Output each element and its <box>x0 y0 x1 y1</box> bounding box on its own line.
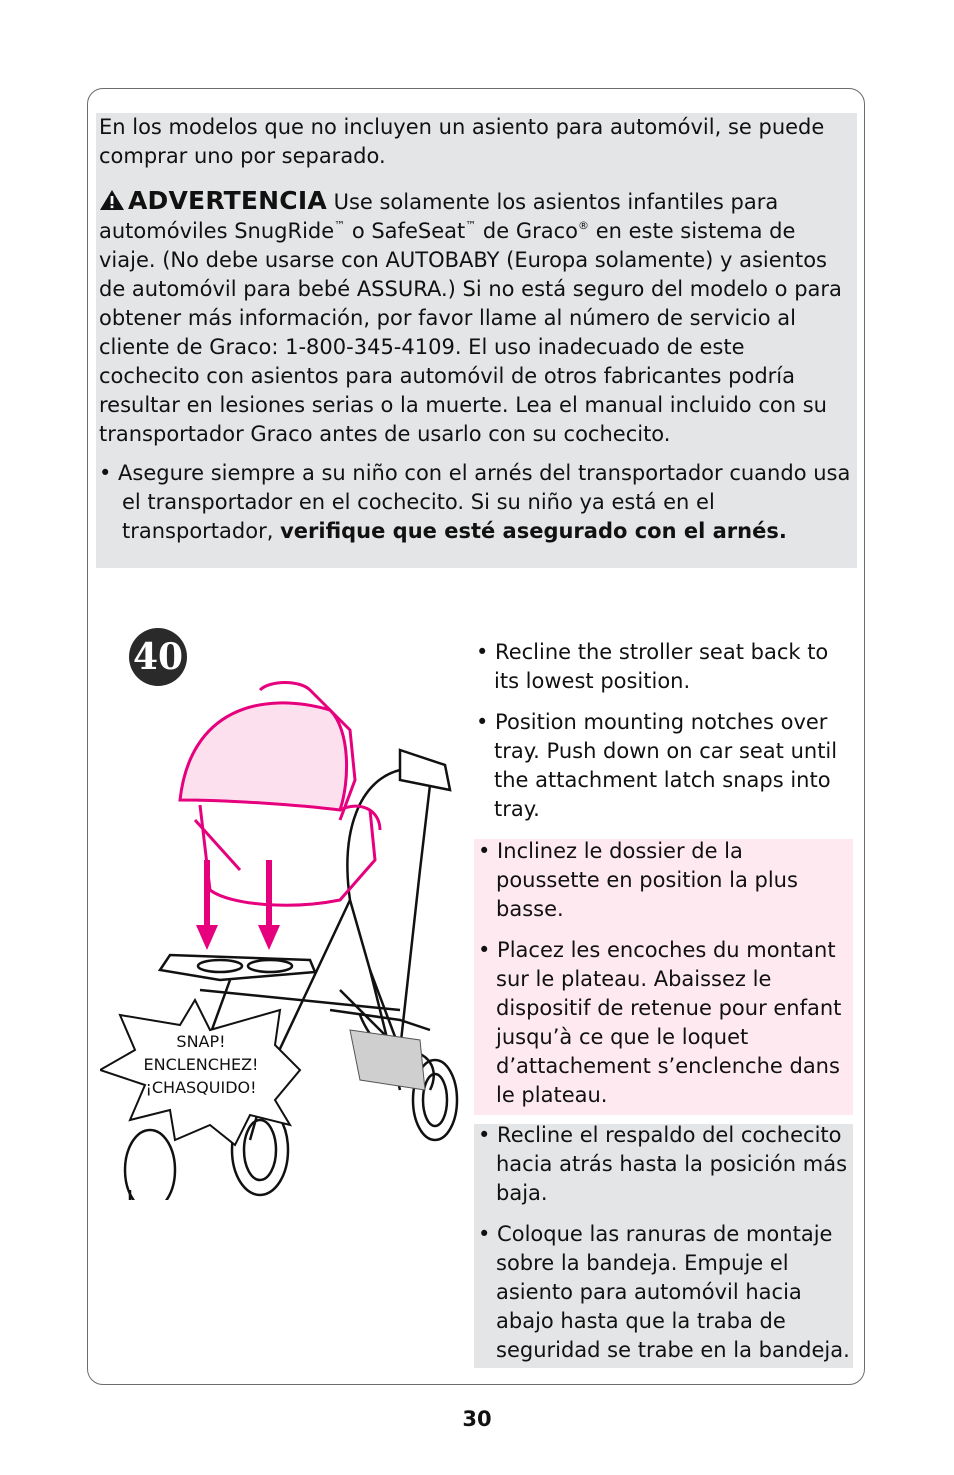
snap-label: SNAP! ENCLENCHEZ! ¡CHASQUIDO! <box>143 1032 259 1097</box>
step-number-badge: 40 <box>129 628 187 686</box>
french-step-2: • Placez les encoches du montant sur le plateau. Abaissez le dispositif de retenue pour enfant jusqu’à ce que le loquet d’attachement s’enclenche dans le plateau. <box>478 938 842 1107</box>
english-instructions <box>476 638 851 836</box>
page-number: 30 <box>462 1407 492 1431</box>
spanish-step-1: • Recline el respaldo del cochecito hacia atrás hasta la posición más baja. <box>478 1123 848 1205</box>
harness-bold: verifique que esté asegurado con el arnés. <box>280 519 787 543</box>
spanish-step-2: • Coloque las ranuras de montaje sobre la bandeja. Empuje el asiento para automóvil hacia abajo hasta que la traba de seguridad se trabe en la bandeja. <box>478 1222 850 1362</box>
english-step-1: • Recline the stroller seat back to its lowest position. <box>476 640 829 693</box>
spanish-instructions <box>478 1121 850 1377</box>
english-step-2: • Position mounting notches over tray. Push down on car seat until the attachment latch snaps into tray. <box>476 710 838 821</box>
warning-triangle-icon <box>99 189 125 211</box>
harness-bullet: • Asegure siempre a su niño con el arnés del transportador cuando usa el transportador en el cochecito. Si su niño ya está en el transportador, verifique que esté asegurado con el arnés. <box>99 461 851 543</box>
french-instructions <box>478 837 850 1122</box>
french-step-1: • Inclinez le dossier de la poussette en position la plus basse. <box>478 839 798 921</box>
warning-heading: ADVERTENCIA <box>128 186 327 215</box>
intro-text: En los modelos que no incluyen un asiento para automóvil, se puede comprar uno por separado. <box>99 115 825 168</box>
car-seat-stroller-illustration <box>100 670 462 1200</box>
warning-paragraph: ADVERTENCIA Use solamente los asientos infantiles para automóviles SnugRide™ o SafeSeat™ de Graco® en este sistema de viaje. (No debe usarse con AUTOBABY (Europa solamente) y asientos de automóvil para bebé ASSURA.) Si no está seguro del modelo o para obtener más información, por favor llame al número de servicio al cliente de Graco: 1-800-345-4109. El uso inadecuado de este cochecito con asientos para automóvil de otros fabricantes podría resultar en lesiones serias o la muerte. Lea el manual incluido con su transportador Graco antes de usarlo con su cochecito. <box>99 186 842 446</box>
